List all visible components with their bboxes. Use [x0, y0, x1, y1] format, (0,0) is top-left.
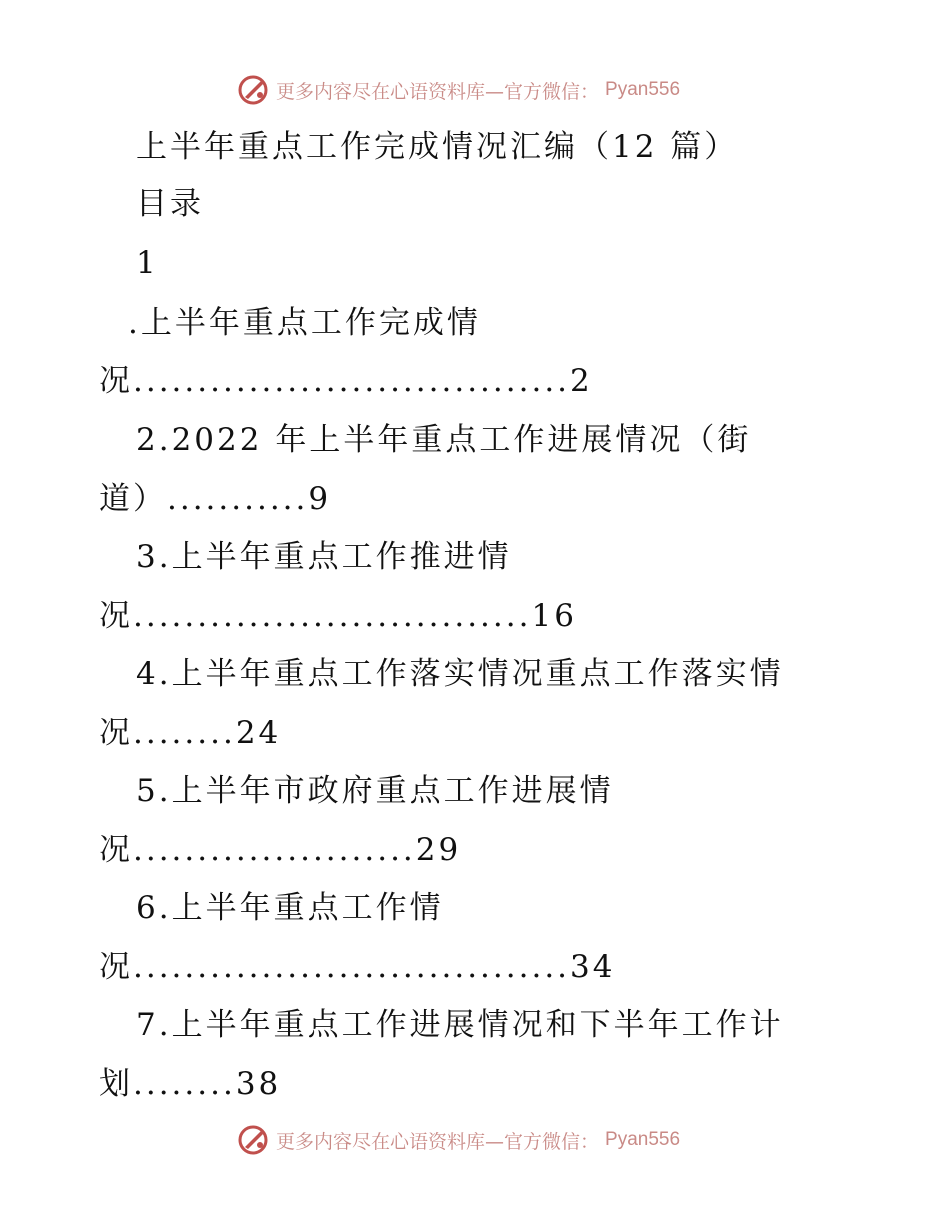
footer-watermark [236, 1122, 680, 1158]
toc-line: .上半年重点工作完成情 [128, 305, 481, 341]
toc-line: 7.上半年重点工作进展情况和下半年工作计 [136, 1007, 784, 1043]
watermark-wechat-id: Pyan556 [605, 79, 681, 100]
toc-line: 3.上半年重点工作推进情 [136, 539, 512, 575]
toc-line: 况...............................16 [99, 598, 577, 634]
toc-line: 况..................................2 [99, 363, 593, 399]
toc-line: 2.2022 年上半年重点工作进展情况（街 [136, 422, 752, 458]
toc-line: 道）...........9 [99, 481, 332, 517]
toc-line: 6.上半年重点工作情 [136, 890, 444, 926]
toc-line: 划........38 [99, 1066, 282, 1102]
toc-line: 1 [136, 245, 159, 281]
quill-logo-icon [236, 73, 270, 107]
toc-line: 况......................29 [99, 832, 462, 868]
quill-logo-icon [236, 1123, 270, 1157]
watermark-text: 更多内容尽在心语资料库—官方微信： [276, 80, 600, 103]
watermark-wechat-id: Pyan556 [605, 1129, 681, 1150]
toc-line: 5.上半年市政府重点工作进展情 [136, 773, 614, 809]
toc-line: 4.上半年重点工作落实情况重点工作落实情 [136, 656, 784, 692]
watermark-text: 更多内容尽在心语资料库—官方微信： [276, 1130, 600, 1153]
toc-line: 况..................................34 [99, 949, 616, 985]
toc-heading: 目录 [136, 186, 204, 222]
document-title: 上半年重点工作完成情况汇编（12 篇） [136, 129, 739, 165]
header-watermark [236, 72, 680, 108]
toc-line: 况........24 [99, 715, 282, 751]
